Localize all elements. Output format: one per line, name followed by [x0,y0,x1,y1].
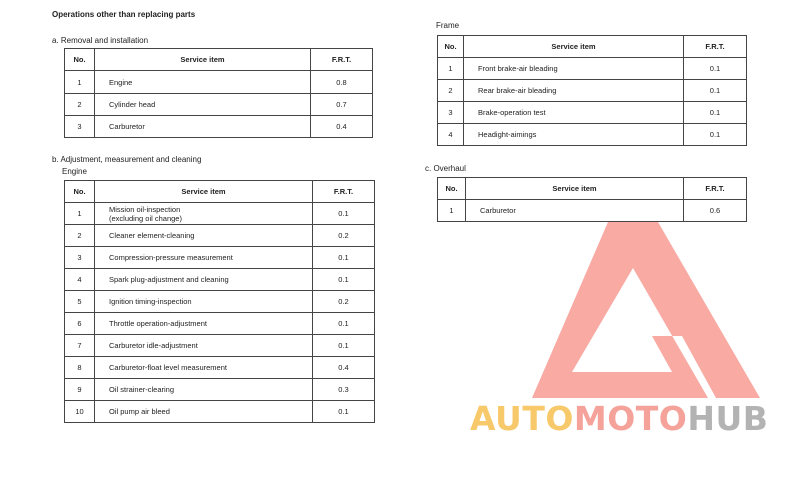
table-row [65,94,373,116]
row-no: 2 [65,94,95,116]
engine-label: Engine [62,167,87,176]
row-frt: 0.1 [313,401,375,423]
table-row [65,401,375,423]
table-row [438,200,747,222]
row-frt: 0.7 [311,94,373,116]
table-row [438,58,747,80]
table-header-row [65,181,375,203]
engine-table [64,180,375,423]
table-row [65,291,375,313]
row-frt: 0.1 [684,58,747,80]
watermark-auto: AUTO [470,399,574,438]
table-row [65,71,373,94]
watermark-hub: HUB [687,399,769,438]
row-item: Spark plug-adjustment and cleaning [95,269,313,291]
removal-table [64,48,373,138]
row-item: Throttle operation-adjustment [95,313,313,335]
row-item: Compression-pressure measurement [95,247,313,269]
watermark-logo-icon [512,222,760,402]
row-no: 1 [65,203,95,225]
row-no: 1 [65,71,95,94]
col-item-header: Service item [95,49,311,71]
row-item: Carburetor [466,200,684,222]
table-row [65,116,373,138]
col-frt-header: F.R.T. [684,178,747,200]
row-item: Engine [95,71,311,94]
row-frt: 0.6 [684,200,747,222]
table-row [65,247,375,269]
row-frt: 0.1 [313,269,375,291]
col-no-header: No. [65,181,95,203]
row-no: 1 [438,58,464,80]
frame-label: Frame [436,21,460,30]
table-header-row [438,36,747,58]
table-row [65,335,375,357]
col-item-header: Service item [464,36,684,58]
section-a-label: a. Removal and installation [52,36,149,45]
row-frt: 0.1 [313,247,375,269]
row-frt: 0.2 [313,225,375,247]
row-item: Carburetor-float level measurement [95,357,313,379]
row-frt: 0.1 [313,335,375,357]
table-row [65,357,375,379]
row-no: 3 [438,102,464,124]
row-frt: 0.4 [311,116,373,138]
row-item: Front brake-air bleading [464,58,684,80]
row-item [95,203,313,225]
row-frt: 0.1 [313,313,375,335]
col-no-header: No. [438,36,464,58]
row-no: 3 [65,116,95,138]
row-item: Cylinder head [95,94,311,116]
frame-table [437,35,747,146]
table-header-row [65,49,373,71]
row-frt: 0.4 [313,357,375,379]
row-no: 6 [65,313,95,335]
row-no: 7 [65,335,95,357]
row-item: Oil strainer-clearing [95,379,313,401]
col-frt-header: F.R.T. [311,49,373,71]
watermark-text [470,399,768,438]
row-item: Carburetor [95,116,311,138]
row-frt: 0.1 [684,102,747,124]
row-no: 10 [65,401,95,423]
table-row [65,269,375,291]
table-row [65,313,375,335]
row-item: Oil pump air bleed [95,401,313,423]
row-frt: 0.1 [684,124,747,146]
table-header-row [438,178,747,200]
table-row [65,379,375,401]
table-row [438,124,747,146]
row-item: Carburetor idle-adjustment [95,335,313,357]
row-no: 9 [65,379,95,401]
col-item-header: Service item [466,178,684,200]
row-frt: 0.3 [313,379,375,401]
row-frt: 0.1 [313,203,375,225]
row-item: Ignition timing-inspection [95,291,313,313]
overhaul-table [437,177,747,222]
row-no: 8 [65,357,95,379]
row-frt: 0.8 [311,71,373,94]
col-frt-header: F.R.T. [684,36,747,58]
row-item: Cleaner element-cleaning [95,225,313,247]
table-row [65,203,375,225]
row-item: Headight-aimings [464,124,684,146]
table-row [65,225,375,247]
row-no: 3 [65,247,95,269]
row-item: Brake-operation test [464,102,684,124]
page-heading: Operations other than replacing parts [52,10,196,19]
row-no: 5 [65,291,95,313]
col-no-header: No. [438,178,466,200]
row-item-line1: Mission oil-inspection [109,204,181,214]
section-c-label: c. Overhaul [425,164,466,173]
watermark-triangle-shape [532,222,760,398]
row-no: 2 [438,80,464,102]
row-no: 4 [65,269,95,291]
col-item-header: Service item [95,181,313,203]
section-b-label: b. Adjustment, measurement and cleaning [52,155,202,164]
row-frt: 0.2 [313,291,375,313]
col-no-header: No. [65,49,95,71]
row-no: 2 [65,225,95,247]
table-row [438,102,747,124]
row-frt: 0.1 [684,80,747,102]
col-frt-header: F.R.T. [313,181,375,203]
row-item: Rear brake-air bleading [464,80,684,102]
row-item-line2: (excluding oil change) [109,213,182,223]
table-row [438,80,747,102]
watermark-moto: MOTO [573,399,688,438]
row-no: 1 [438,200,466,222]
row-no: 4 [438,124,464,146]
